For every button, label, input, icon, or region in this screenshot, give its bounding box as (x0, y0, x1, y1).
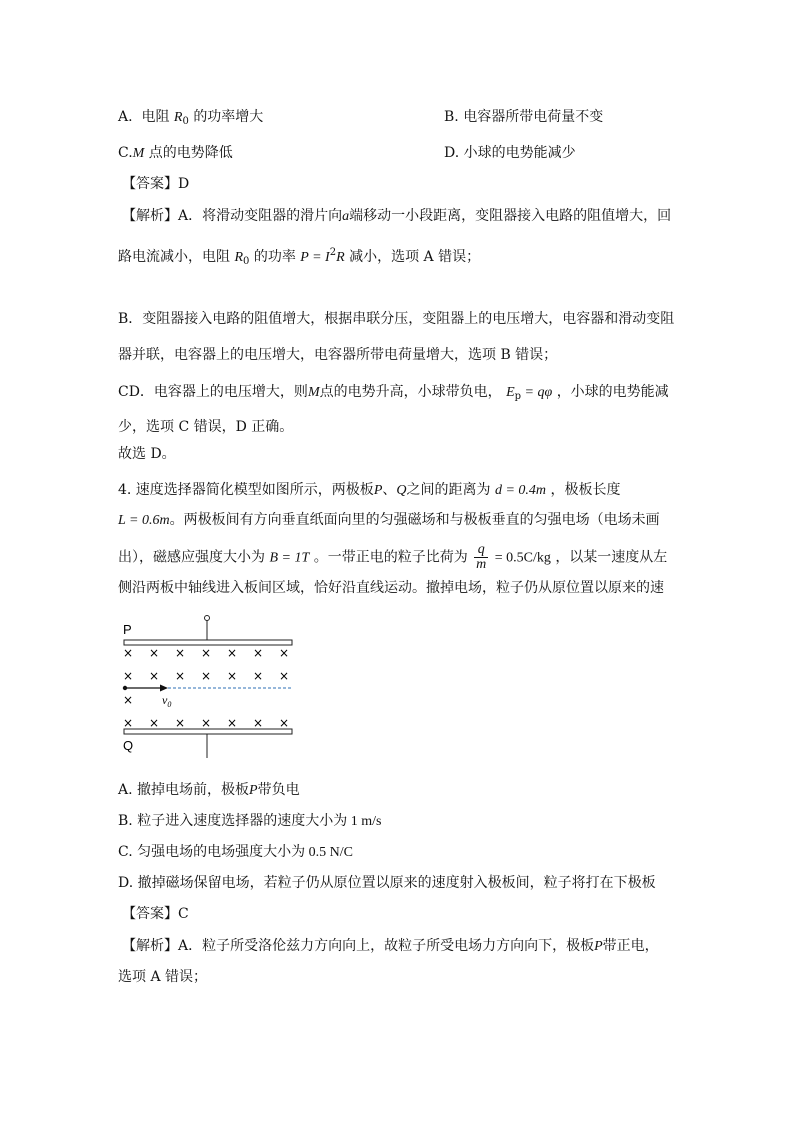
var-p: P (373, 483, 383, 498)
text: 。两极板间有方向垂直纸面向里的匀强磁场和与极板垂直的匀强电场（电场未画 (169, 512, 660, 528)
cross-mark: × (200, 716, 212, 730)
analysis-line: 故选 D。 (118, 446, 176, 462)
text: 端移动一小段距离，变阻器接入电路的阻值增大，回 (349, 208, 672, 224)
text: 【解析】A．将滑动变阻器的滑片向 (122, 208, 343, 224)
text: B. 粒子进入速度选择器的速度大小为 (118, 813, 348, 829)
question-4-line: 侧沿两板中轴线进入板间区域，恰好沿直线运动。撤掉电场，粒子仍从原位置以原来的速 (118, 580, 664, 596)
analysis-line (122, 936, 659, 957)
option-b (118, 811, 381, 832)
option-b: B. 电容器所带电荷量不变 (444, 109, 604, 125)
option-d: D. 撤掉磁场保留电场，若粒子仍从原位置以原来的速度射入极板间，粒子将打在下极板 (118, 875, 656, 891)
text: 带负电 (257, 782, 300, 798)
var-r: R (173, 110, 183, 125)
cross-mark: × (252, 646, 264, 660)
var-a: a (342, 209, 350, 224)
option-text: 点的电势降低 (148, 145, 233, 161)
analysis-line: B．变阻器接入电路的阻值增大，根据串联分压，变阻器上的电压增大，电容器和滑动变阻 (118, 311, 675, 327)
cross-mark: × (122, 646, 134, 660)
subscript: p (514, 391, 522, 402)
option-c (118, 842, 353, 863)
cross-mark: × (148, 669, 160, 683)
text: 的功率 (253, 249, 296, 265)
question-4-line (118, 543, 667, 572)
cross-mark: × (200, 669, 212, 683)
option-label: C. (118, 145, 133, 161)
cross-mark: × (278, 716, 290, 730)
superscript: 2 (329, 247, 337, 258)
question-4-line (118, 510, 660, 531)
option-a (118, 780, 300, 801)
analysis-line (118, 382, 669, 407)
question-4-line (118, 480, 620, 501)
numerator: q (474, 543, 488, 558)
terminal-p (205, 616, 210, 621)
text: ，以某一速度从左 (555, 549, 668, 566)
text: 出），磁感应强度大小为 (118, 549, 265, 566)
var-m: M (132, 146, 145, 161)
arrow-head (160, 685, 168, 692)
cross-mark: × (174, 716, 186, 730)
subscript: 0 (243, 256, 250, 267)
var-p: P (594, 939, 603, 954)
var-r: R (234, 250, 244, 265)
formula: d = 0.4m (494, 483, 547, 498)
cross-mark: × (200, 646, 212, 660)
subscript: 0 (182, 116, 189, 127)
cross-mark: × (226, 716, 238, 730)
formula: E (506, 385, 515, 400)
cross-mark: × (226, 646, 238, 660)
answer-q4: 【答案】C (122, 906, 189, 922)
value: 1 m/s (347, 814, 382, 829)
analysis-line: 选项 A 错误； (118, 969, 208, 985)
text: 之间的距离为 (406, 482, 491, 498)
cross-mark: × (252, 669, 264, 683)
denominator: m (476, 557, 487, 572)
cross-mark: × (122, 693, 134, 707)
analysis-line (118, 243, 480, 272)
label-v0: $v_0$ (162, 693, 172, 709)
text: 。一带正电的粒子比荷为 (313, 549, 468, 566)
option-label: A. (118, 109, 133, 125)
value: 0.5 N/C (305, 845, 353, 860)
formula: B = 1T (269, 550, 310, 566)
formula: = 0.5C/kg (494, 550, 551, 566)
plate-p (124, 640, 292, 645)
formula: L = 0.6m (118, 513, 170, 528)
text: 【解析】A．粒子所受洛伦兹力方向向上，故粒子所受电场力方向向下，极板 (122, 938, 595, 954)
cross-mark: × (174, 669, 186, 683)
cross-mark: × (174, 646, 186, 660)
fraction (474, 543, 488, 572)
label-q: Q (123, 738, 134, 753)
text: A. 撤掉电场前，极板 (118, 782, 250, 798)
cross-mark: × (252, 716, 264, 730)
option-d: D. 小球的电势能减少 (444, 145, 576, 161)
formula: R (336, 250, 345, 265)
particle (123, 686, 127, 690)
cross-mark: × (278, 669, 290, 683)
label-p: P (123, 622, 132, 637)
text: CD．电容器上的电压增大，则 (118, 384, 308, 400)
option-text: 的功率增大 (193, 109, 264, 125)
var-m: M (307, 385, 320, 400)
cross-mark: × (278, 646, 290, 660)
analysis-line: 少，选项 C 错误，D 正确。 (118, 419, 294, 435)
text: 点的电势升高，小球带负电， (319, 384, 502, 400)
formula: = qφ (521, 385, 553, 400)
velocity-selector-figure (118, 612, 298, 762)
text: 路电流减小，电阻 (118, 249, 230, 265)
text: 带正电， (602, 938, 659, 954)
text: 减小，选项 A 错误； (349, 249, 481, 265)
var-p: P (249, 783, 258, 798)
option-text: 电阻 (141, 109, 170, 125)
option-c (118, 143, 233, 164)
text: ，极板长度 (550, 482, 621, 498)
text: 4. 速度选择器简化模型如图所示，两极板 (118, 482, 374, 498)
cross-mark: × (226, 669, 238, 683)
formula: P = I (300, 250, 330, 265)
text: 、 (382, 482, 397, 498)
option-a (118, 107, 263, 132)
cross-mark: × (148, 716, 160, 730)
answer-q3: 【答案】D (122, 176, 190, 192)
text: ，小球的电势能减 (556, 384, 669, 400)
var-q: Q (396, 483, 407, 498)
analysis-line: 器并联，电容器上的电压增大，电容器所带电荷量增大，选项 B 错误； (118, 347, 558, 363)
analysis-line (122, 206, 671, 227)
cross-mark: × (122, 716, 134, 730)
cross-mark: × (122, 669, 134, 683)
text: C. 匀强电场的电场强度大小为 (118, 844, 306, 860)
cross-mark: × (148, 646, 160, 660)
